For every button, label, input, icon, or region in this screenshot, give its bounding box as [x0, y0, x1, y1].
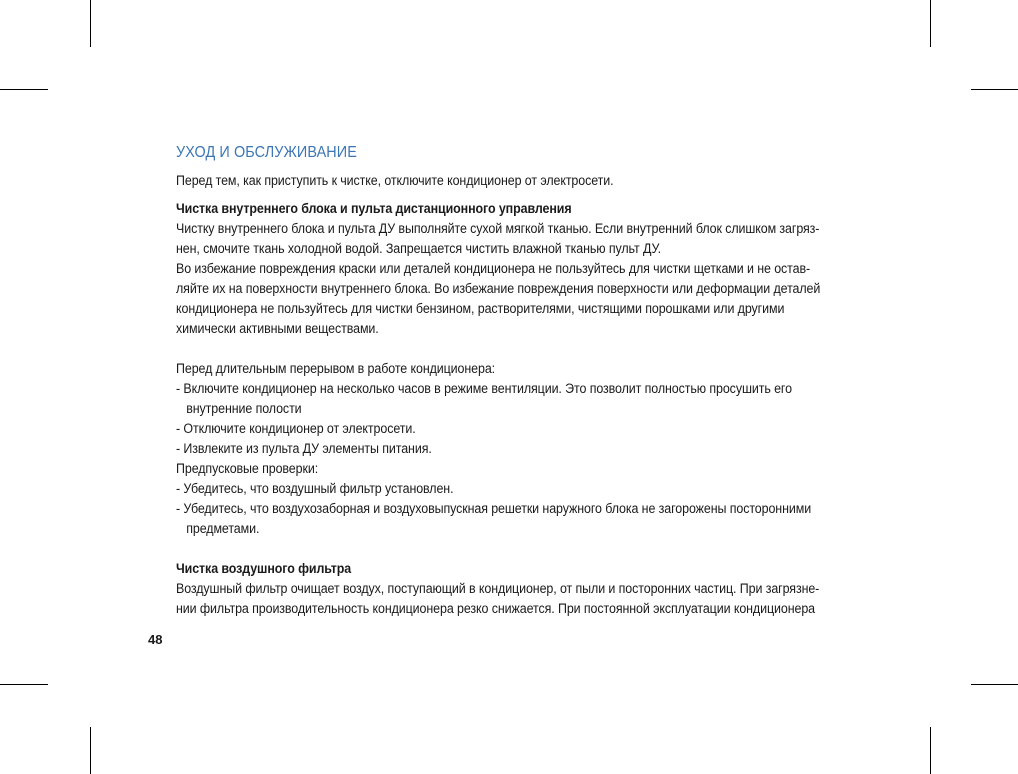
- page-number: 48: [148, 632, 163, 647]
- check-item-continuation: предметами.: [186, 521, 260, 536]
- indoor-line: Чистку внутреннего блока и пульта ДУ выполняйте сухой мягкой тканью. Если внутренний блок слишком загряз-: [176, 221, 820, 236]
- filter-heading: Чистка воздушного фильтра: [176, 561, 352, 576]
- check-item: - Убедитесь, что воздухозаборная и воздуховыпускная решетки наружного блока не загорожены посторонними: [176, 501, 812, 516]
- checks-heading: Предпусковые проверки:: [176, 461, 319, 476]
- crop-mark-right-bottom: [971, 684, 1018, 685]
- crop-mark-right-top: [971, 89, 1018, 90]
- indoor-line: химически активными веществами.: [176, 321, 379, 336]
- pause-item-continuation: внутренние полости: [186, 401, 302, 416]
- crop-mark-left-top: [0, 89, 48, 90]
- check-item: - Убедитесь, что воздушный фильтр установлен.: [176, 481, 454, 496]
- pause-item: - Включите кондиционер на несколько часов в режиме вентиляции. Это позволит полностью просушить его: [176, 381, 792, 396]
- section-title: УХОД И ОБСЛУЖИВАНИЕ: [176, 144, 357, 161]
- crop-mark-top-left: [90, 0, 91, 47]
- indoor-line: Во избежание повреждения краски или деталей кондиционера не пользуйтесь для чистки щетками и не остав-: [176, 261, 811, 276]
- indoor-line: нен, смочите ткань холодной водой. Запрещается чистить влажной тканью пульт ДУ.: [176, 241, 661, 256]
- page-content: [176, 143, 821, 619]
- filter-line: Воздушный фильтр очищает воздух, поступающий в кондиционер, от пыли и посторонних частиц. При загрязне-: [176, 581, 820, 596]
- indoor-heading: Чистка внутреннего блока и пульта дистанционного управления: [176, 201, 572, 216]
- intro-text: Перед тем, как приступить к чистке, отключите кондиционер от электросети.: [176, 173, 614, 188]
- filter-line: нии фильтра производительность кондиционера резко снижается. При постоянной эксплуатации кондиционера: [176, 601, 815, 616]
- pause-item: - Извлеките из пульта ДУ элементы питания.: [176, 441, 432, 456]
- indoor-line: ляйте их на поверхности внутреннего блока. Во избежание повреждения поверхности или деформации деталей: [176, 281, 821, 296]
- indoor-line: кондиционера не пользуйтесь для чистки бензином, растворителями, чистящими порошками или другими: [176, 301, 785, 316]
- pause-item: - Отключите кондиционер от электросети.: [176, 421, 416, 436]
- crop-mark-bottom-right: [930, 727, 931, 774]
- crop-mark-left-bottom: [0, 684, 48, 685]
- crop-mark-top-right: [930, 0, 931, 47]
- crop-mark-bottom-left: [90, 727, 91, 774]
- pause-heading: Перед длительным перерывом в работе кондиционера:: [176, 361, 496, 376]
